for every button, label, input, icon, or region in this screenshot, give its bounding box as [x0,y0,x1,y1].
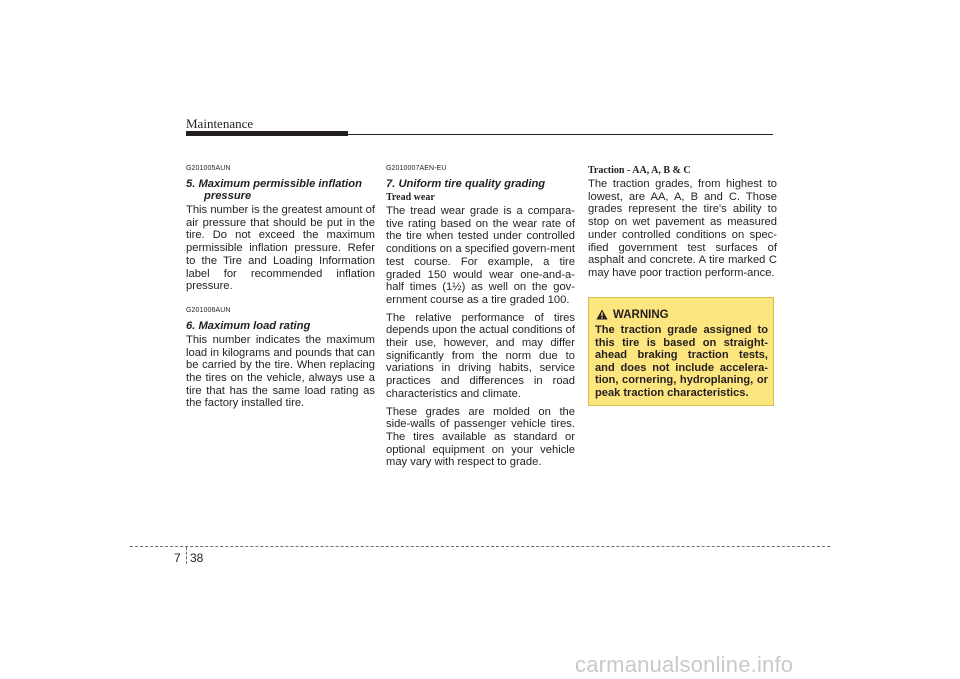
paragraph: The traction grades, from highest to lowest, are AA, A, B and C. Those grades represent the tire's ability to stop on wet pavement as measured under controlled conditions on spec-ified government test surfaces of asphalt and concrete. A tire marked C may have poor traction perform-ance. [588,178,777,279]
paragraph: This number indicates the maximum load in kilograms and pounds that can be carried by the tire. When replacing the tires on the vehicle, always use a tire that has the same load rating as the factory installed tire. [186,333,375,410]
section-heading: 7. Uniform tire quality grading [386,178,546,190]
section-heading [186,178,375,202]
section-code: G201006AUN [186,306,231,314]
subheading: Tread wear [386,192,435,203]
header-rule-thin [348,134,773,135]
section-code: G2010007AEN-EU [386,165,447,172]
column-middle [386,165,575,469]
footer-divider [130,546,830,547]
chapter-number: 7 [174,551,181,565]
column-left [186,165,375,410]
section-heading-line2: pressure [204,190,252,202]
warning-box [588,297,774,406]
page-header-title: Maintenance [186,116,254,131]
warning-triangle-icon [596,309,608,320]
paragraph: The relative performance of tires depends upon the actual conditions of their use, however, and may differ significantly from the norm due to variations in driving habits, service practices and differences in road characteristics and climate. [386,311,575,400]
section-heading: 6. Maximum load rating [186,319,311,332]
footer-page-separator [186,547,187,564]
paragraph: The tread wear grade is a compara-tive rating based on the wear rate of the tire when tested under controlled conditions on a specified govern-ment test course. For example, a tire graded 150 would wear one-and-a-half times (1½) as well on the gov-ernment course as a tire graded 100. [386,205,575,306]
page-number: 38 [190,551,204,565]
section-code: G201005AUN [186,165,231,172]
header-rule-thick [186,131,348,136]
paragraph: These grades are molded on the side-walls of passenger vehicle tires. The tires available as standard or optional equipment on your vehicle may vary with respect to grade. [386,405,575,469]
watermark: carmanualsonline.info [575,652,794,677]
paragraph: This number is the greatest amount of air pressure that should be put in the tire. Do not exceed the maximum permissible inflation pressure. Refer to the Tire and Loading Information label for recommended inflation pressure. [186,204,375,293]
subheading: Traction - AA, A, B & C [588,165,691,176]
warning-text: The traction grade assigned to this tire is based on straight-ahead braking traction tests, and does not include accelera-tion, cornering, hydroplaning, or peak traction characteristics. [595,324,768,399]
section-heading-line1: 5. Maximum permissible inflation [186,178,362,190]
warning-title: WARNING [613,309,669,321]
column-right [588,165,777,280]
